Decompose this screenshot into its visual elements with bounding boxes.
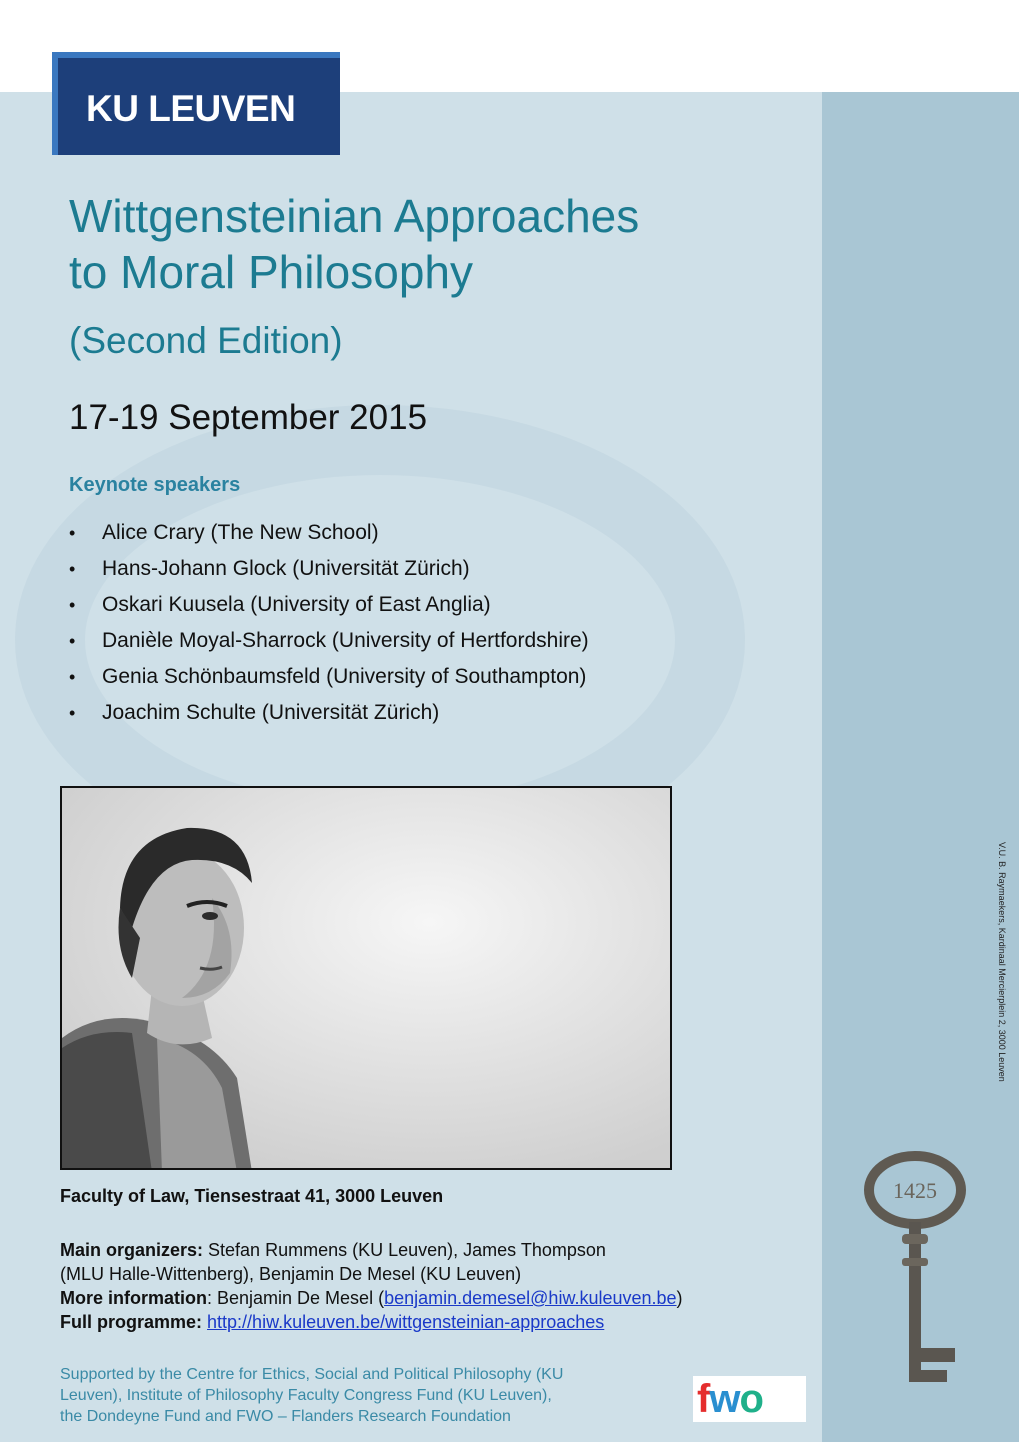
speaker-name: Oskari Kuusela (University of East Anglia) — [102, 593, 491, 616]
fwo-logo — [693, 1376, 806, 1422]
publisher-note — [995, 842, 1009, 1107]
speaker-item — [69, 551, 589, 587]
speaker-item — [69, 515, 589, 551]
key-engraving: 1425 — [893, 1178, 937, 1203]
speaker-name: Joachim Schulte (Universität Zürich) — [102, 701, 440, 724]
contact-email-link[interactable]: benjamin.demesel@hiw.kuleuven.be — [384, 1288, 677, 1308]
organizers-label: Main organizers: — [60, 1240, 204, 1260]
programme-line — [60, 1310, 830, 1334]
speaker-item — [69, 695, 589, 731]
more-info-line — [60, 1286, 830, 1310]
programme-link[interactable]: http://hiw.kuleuven.be/wittgensteinian-approaches — [207, 1312, 605, 1332]
fwo-logo-letters — [697, 1377, 763, 1421]
fwo-logo-text — [697, 1376, 763, 1422]
speaker-item — [69, 659, 589, 695]
support-line-1: Supported by the Centre for Ethics, Social and Political Philosophy (KU — [60, 1366, 564, 1383]
publisher-note-text: V.U. B. Raymaekers, Kardinaal Mercierplein 2, 3000 Leuven — [997, 842, 1007, 1082]
key-image — [860, 1148, 970, 1398]
title-line-2: to Moral Philosophy — [69, 246, 473, 298]
support-line-2: Leuven), Institute of Philosophy Faculty Congress Fund (KU Leuven), — [60, 1387, 552, 1404]
edition-label: (Second Edition) — [69, 320, 343, 361]
programme-label: Full programme: — [60, 1312, 203, 1332]
support-statement — [60, 1364, 670, 1427]
more-info-suffix: ) — [676, 1288, 683, 1308]
event-info — [60, 1238, 830, 1334]
event-date: 17-19 September 2015 — [69, 398, 428, 437]
speaker-name: Alice Crary (The New School) — [102, 521, 379, 544]
bullet-icon: • — [69, 667, 76, 687]
organizers-text: Stefan Rummens (KU Leuven), James Thompson — [203, 1240, 606, 1260]
title-line-1: Wittgensteinian Approaches — [69, 190, 640, 242]
speaker-item — [69, 587, 589, 623]
more-info-label: More information — [60, 1288, 207, 1308]
support-line-3: the Dondeyne Fund and FWO – Flanders Research Foundation — [60, 1408, 511, 1425]
venue-address: Faculty of Law, Tiensestraat 41, 3000 Leuven — [60, 1186, 444, 1206]
bullet-icon: • — [69, 703, 76, 723]
keynote-heading: Keynote speakers — [69, 474, 241, 496]
speaker-name: Danièle Moyal-Sharrock (University of Hertfordshire) — [102, 629, 589, 652]
speaker-item — [69, 623, 589, 659]
bullet-icon: • — [69, 559, 76, 579]
fwo-letter: w — [709, 1377, 740, 1421]
wittgenstein-portrait — [60, 786, 672, 1170]
bullet-icon: • — [69, 631, 76, 651]
bullet-icon: • — [69, 595, 76, 615]
portrait-drawing — [62, 788, 672, 1170]
bullet-icon: • — [69, 523, 76, 543]
event-title — [69, 188, 809, 300]
fwo-letter: o — [739, 1377, 763, 1421]
speaker-name: Genia Schönbaumsfeld (University of Southampton) — [102, 665, 587, 688]
organizers-line — [60, 1238, 830, 1262]
organizers-line-2: (MLU Halle-Wittenberg), Benjamin De Mesel (KU Leuven) — [60, 1264, 522, 1284]
speaker-list — [69, 515, 589, 731]
more-info-prefix: : Benjamin De Mesel ( — [207, 1288, 385, 1308]
logo-text: KU LEUVEN — [86, 88, 296, 129]
speaker-name: Hans-Johann Glock (Universität Zürich) — [102, 557, 470, 580]
ku-leuven-logo — [52, 52, 340, 155]
fwo-letter: f — [697, 1377, 710, 1421]
